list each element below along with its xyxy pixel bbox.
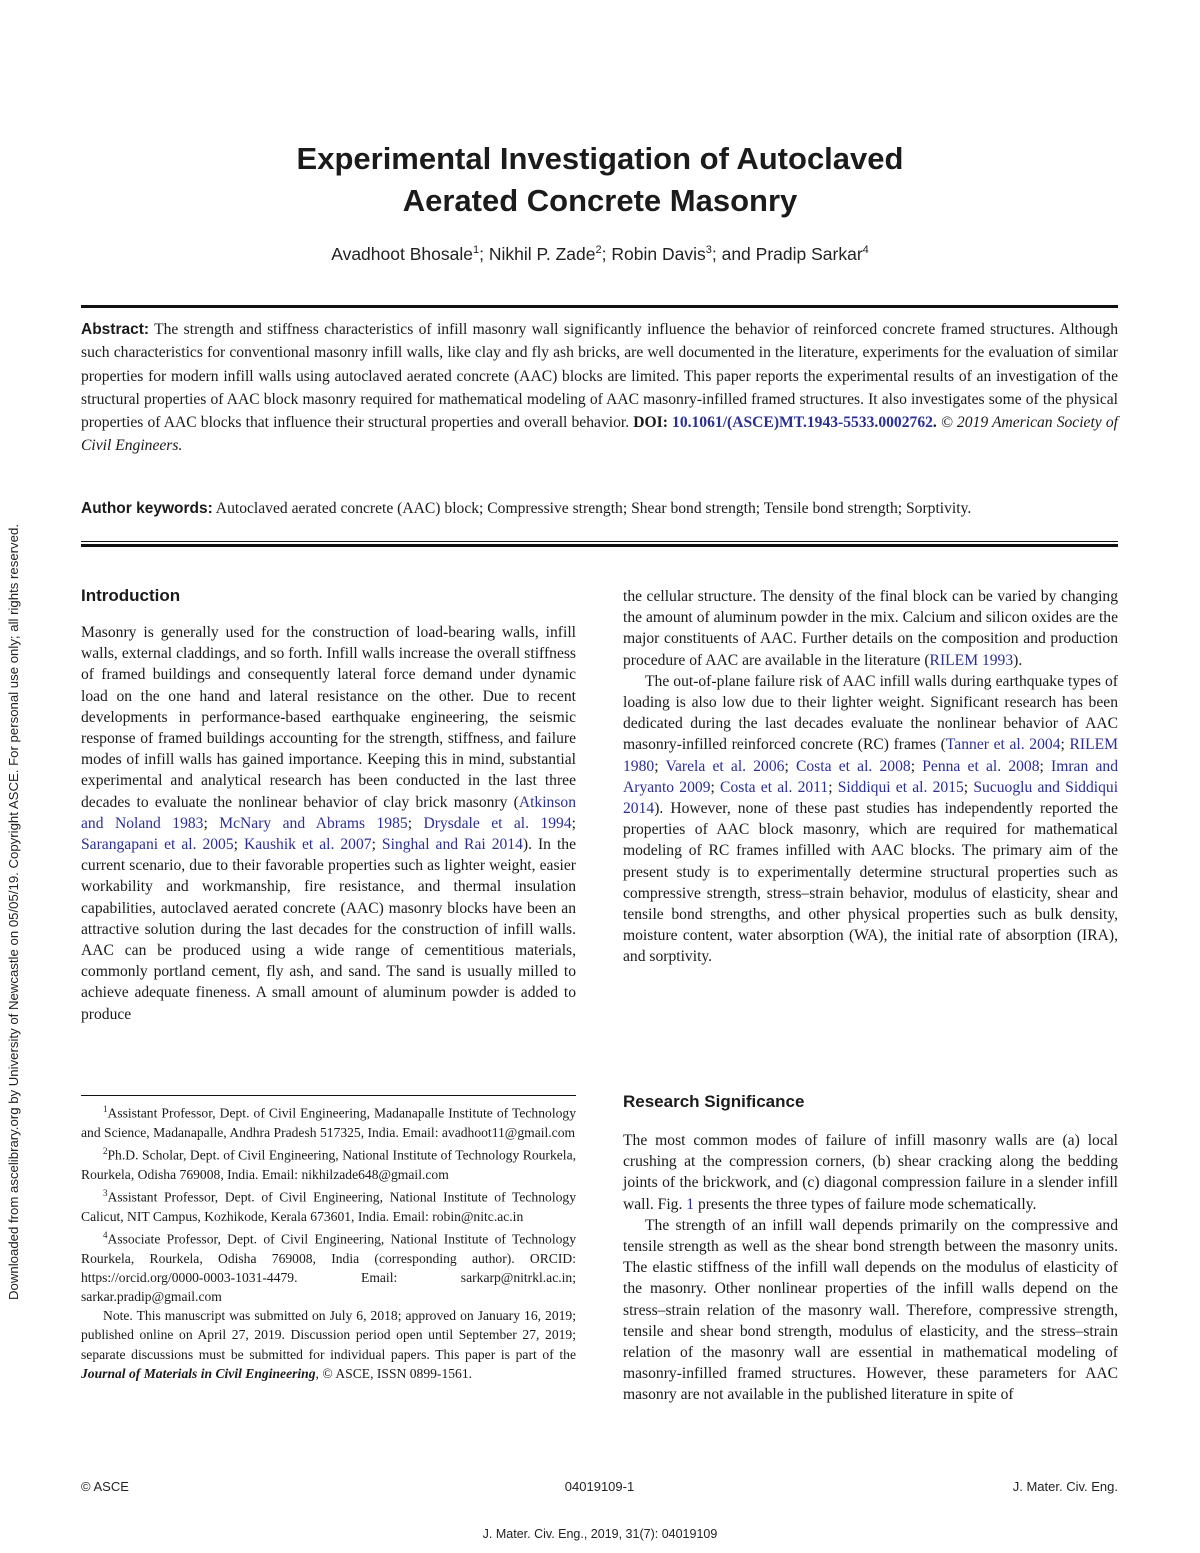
footnote-text: Ph.D. Scholar, Dept. of Civil Engineering, National Institute of Technology Rourkela, Rourkela, Odisha 769008, India. Email: nikhilzade648@gmail.com (81, 1147, 576, 1182)
citation-link[interactable]: Imran and Aryanto 2009 (623, 757, 1118, 796)
footnote-rule (81, 1095, 576, 1096)
footnote-marker: 1 (103, 1104, 108, 1114)
footnote-text: Associate Professor, Dept. of Civil Engineering, National Institute of Technology Rourkela, Rourkela, Odisha 769008, India (corresponding author). ORCID: https://orcid.org/0000-0003-1031-4479. Email: sarkarp@nitrkl.ac.in; sarkar.pradip@gmail.com (81, 1231, 576, 1304)
section-heading-research-significance: Research Significance (623, 1092, 805, 1111)
body-text: the cellular structure. The density of the final block can be varied by changing the amount of aluminum powder in the mix. Calcium and silicon oxides are the major constituents of AAC. Further details on the composition and production procedure of AAC are available in the literature ( (623, 588, 1118, 669)
keywords-rule-thick (81, 544, 1118, 547)
download-watermark: Downloaded from ascelibrary.org by University of Newcastle on 05/05/19. Copyright ASCE. For personal use only; all rights reserved. (6, 524, 21, 1300)
footnote-marker: 2 (103, 1145, 108, 1156)
body-text: ). In the current scenario, due to their favorable properties such as lighter weight, easier workability and workmanship, fire resistance, and thermal insulation capabilities, autoclaved aerated concrete (AAC) masonry blocks have been an attractive solution during the last decades for the construction of infill walls. AAC can be produced using a wide range of cementitious materials, commonly portland cement, fly ash, and sand. The sand is usually milled to achieve adequate fineness. A small amount of aluminum powder is added to produce (81, 836, 577, 1023)
author-separator: ; (479, 244, 489, 264)
author-name: Avadhoot Bhosale (331, 244, 473, 264)
citation-link[interactable]: Tanner et al. 2004 (945, 736, 1061, 754)
note-text: Note. This manuscript was submitted on July 6, 2018; approved on January 16, 2019; published online on April 27, 2019. Discussion period open until September 27, 2019; separate discussions must be submitted for individual papers. This paper is part of the (81, 1308, 576, 1362)
title-line-2: Aerated Concrete Masonry (402, 183, 798, 218)
author-name: Pradip Sarkar (755, 244, 863, 264)
intro-paragraph-1: Masonry is generally used for the construction of load-bearing walls, infill walls, external claddings, and so forth. Infill walls increase the overall stiffness of framed buildings and consequently lateral force demand under dynamic load on the one hand and lateral resistance on the other. Due to recent developments in performance-based earthquake engineering, the seismic response of framed buildings accounting for the strength, stiffness, and failure modes of infill walls has gained importance. Keeping this in mind, substantial experimental and analytical research has been conducted in the last three decades to evaluate the nonlinear behavior of clay brick masonry (Atkinson and Noland 1983; McNary and Abrams 1985; Drysdale et al. 1994; Sarangapani et al. 2005; Kaushik et al. 2007; Singhal and Rai 2014). In the current scenario, due to their favorable properties such as lighter weight, easier workability and workmanship, fire resistance, and thermal insulation capabilities, autoclaved aerated concrete (AAC) masonry blocks have been an attractive solution during the last decades for the construction of infill walls. AAC can be produced using a wide range of cementitious materials, commonly portland cement, fly ash, and sand. The sand is usually milled to achieve adequate fineness. A small amount of aluminum powder is added to produce (81, 624, 577, 1023)
citation-link[interactable]: McNary and Abrams 1985 (219, 814, 408, 832)
footer-copyright: © ASCE (81, 1479, 129, 1494)
abstract: Abstract: The strength and stiffness characteristics of infill masonry wall significantly influence the behavior of reinforced concrete framed structures. Although such characteristics for conventional masonry infill walls, like clay and fly ash bricks, are well documented in the literature, experiments for the evaluation of similar properties for modern infill walls using autoclaved aerated concrete (AAC) blocks are limited. This paper reports the experimental results of an investigation of the structural properties of AAC block masonry required for mathematical modeling of AAC masonry-infilled framed structures. It also investigates some of the physical properties of AAC blocks that influence their structural properties and overall behavior. DOI: 10.1061/(ASCE)MT.1943-5533.0002762. © 2019 American Society of Civil Engineers. (81, 321, 1118, 455)
abstract-text: The strength and stiffness characteristics of infill masonry wall significantly influence the behavior of reinforced concrete framed structures. Although such characteristics for conventional masonry infill walls, like clay and fly ash bricks, are well documented in the literature, experiments for the evaluation of similar properties for modern infill walls using autoclaved aerated concrete (AAC) blocks are limited. This paper reports the experimental results of an investigation of the structural properties of AAC block masonry required for mathematical modeling of AAC masonry-infilled framed structures. It also investigates some of the physical properties of AAC blocks that influence their structural properties and overall behavior. (81, 321, 1118, 432)
page-footer (81, 1479, 1118, 1499)
author-affiliation-marker: 3 (705, 244, 712, 257)
footnote-4 (81, 1226, 576, 1306)
note-text: , © ASCE, ISSN 0899-1561. (315, 1365, 473, 1381)
intro-paragraph-2: The out-of-plane failure risk of AAC infill walls during earthquake types of loading is also low due to their lighter weight. Significant research has been dedicated during the last decades evaluate the nonlinear behavior of AAC masonry-infilled reinforced concrete (RC) frames (Tanner et al. 2004; RILEM 1980; Varela et al. 2006; Costa et al. 2008; Penna et al. 2008; Imran and Aryanto 2009; Costa et al. 2011; Siddiqui et al. 2015; Sucuoglu and Siddiqui 2014). However, none of these past studies has independently reported the properties of AAC block masonry, which are required for mathematical modeling of RC frames infilled with AAC blocks. The primary aim of the present study is to experimentally determine structural properties such as compressive strength, stress–strain behavior, modulus of elasticity, shear and tensile bond strengths, and other physical properties such as bulk density, moisture content, water absorption (WA), the initial rate of absorption (IRA), and sorptivity. (623, 672, 1119, 966)
citation-link[interactable]: RILEM 1993 (929, 651, 1014, 669)
citation-link[interactable]: Drysdale et al. 1994 (423, 814, 572, 832)
body-text: Masonry is generally used for the construction of load-bearing walls, infill walls, external claddings, and so forth. Infill walls increase the overall stiffness of framed buildings and consequently lateral force demand under dynamic load on the one hand and lateral resistance on the other. Due to recent developments in performance-based earthquake engineering, the seismic response of framed buildings accounting for the strength, stiffness, and failure modes of infill walls has gained importance. Keeping this in mind, substantial experimental and analytical research has been conducted in the last three decades to evaluate the nonlinear behavior of clay brick masonry ( (81, 624, 576, 811)
citation-link[interactable]: RILEM 1980 (623, 736, 1119, 775)
footnote-3 (81, 1184, 576, 1226)
author-separator: ; and (711, 244, 756, 264)
author-affiliation-marker: 4 (862, 244, 869, 257)
citation-link[interactable]: Singhal and Rai 2014 (381, 836, 523, 854)
doi-label: DOI: (633, 414, 668, 432)
footnote-text: Assistant Professor, Dept. of Civil Engineering, National Institute of Technology Calicut, NIT Campus, Kozhikode, Kerala 673601, India. Email: robin@nitc.ac.in (81, 1189, 576, 1224)
citation-link[interactable]: Kaushik et al. 2007 (244, 836, 372, 854)
section-heading-introduction: Introduction (81, 586, 181, 605)
footnote-marker: 3 (103, 1187, 108, 1198)
citation-link[interactable]: Sucuoglu and Siddiqui 2014 (623, 778, 1119, 818)
citation-link[interactable]: Siddiqui et al. 2015 (837, 778, 964, 796)
author-list (0, 244, 1200, 265)
author-affiliation-marker: 1 (472, 244, 480, 257)
footer-journal-abbrev: J. Mater. Civ. Eng. (1012, 1479, 1118, 1494)
paper-title (0, 138, 1200, 222)
citation-link[interactable]: Costa et al. 2011 (720, 778, 829, 796)
copyright-notice: © 2019 American Society of Civil Engineers. (81, 414, 1118, 455)
doi-link[interactable]: 10.1061/(ASCE)MT.1943-5533.0002762 (672, 414, 933, 432)
footnote-1 (81, 1100, 576, 1142)
citation-link[interactable]: Varela et al. 2006 (665, 757, 785, 775)
title-line-1: Experimental Investigation of Autoclaved (296, 141, 904, 176)
body-text: ). (1013, 651, 1023, 669)
footnote-2 (81, 1142, 576, 1184)
journal-name: Journal of Materials in Civil Engineering (81, 1365, 316, 1381)
citation-link[interactable]: Penna et al. 2008 (922, 757, 1040, 775)
abstract-top-rule (81, 305, 1118, 308)
citation-link[interactable]: Atkinson and Noland 1983 (81, 793, 576, 832)
body-text: The out-of-plane failure risk of AAC infill walls during earthquake types of loading is also low due to their lighter weight. Significant research has been dedicated during the last decades evaluate the nonlinear behavior of AAC masonry-infilled reinforced concrete (RC) frames ( (623, 672, 1118, 754)
body-text: presents the three types of failure mode schematically. (694, 1195, 1037, 1213)
keywords-text: Autoclaved aerated concrete (AAC) block; Compressive strength; Shear bond strength; Tensile bond strength; Sorptivity. (212, 500, 972, 517)
citation-link[interactable]: Sarangapani et al. 2005 (81, 836, 234, 854)
footnotes (81, 1100, 576, 1383)
right-column-body (623, 586, 1118, 968)
author-name: Nikhil P. Zade (488, 244, 596, 264)
author-separator: ; (601, 244, 612, 264)
intro-paragraph-1-cont (623, 586, 1118, 671)
citation-link[interactable]: Costa et al. 2008 (795, 757, 911, 775)
body-text: ). However, none of these past studies has independently reported the properties of AAC block masonry, which are required for mathematical modeling of RC frames infilled with AAC blocks. The primary aim of the present study is to experimentally determine structural properties such as compressive strength, stress–strain behavior, modulus of elasticity, shear and tensile bond strengths, and other physical properties such as bulk density, moisture content, water absorption (WA), the initial rate of absorption (IRA), and sorptivity. (623, 800, 1118, 966)
body-text: The most common modes of failure of infill masonry walls are (a) local crushing at the compression corners, (b) shear cracking along the bedding joints of the brickwork, and (c) diagonal compression failure in a slender infill wall. Fig. (623, 1132, 1118, 1213)
figure-link[interactable]: 1 (686, 1195, 695, 1213)
footer-page-id: 04019109-1 (564, 1479, 635, 1494)
author-keywords (81, 497, 1118, 520)
keywords-rule-thin (81, 541, 1118, 542)
abstract-label: Abstract: (81, 321, 150, 338)
author-name: Robin Davis (611, 244, 706, 264)
footnote-marker: 4 (103, 1229, 108, 1240)
research-paragraph-1 (623, 1130, 1118, 1215)
manuscript-note (81, 1306, 576, 1383)
research-significance-body (623, 1130, 1118, 1406)
keywords-label: Author keywords: (81, 500, 213, 517)
journal-citation: J. Mater. Civ. Eng., 2019, 31(7): 04019109 (482, 1527, 718, 1541)
author-affiliation-marker: 2 (595, 244, 602, 257)
left-column-body (81, 622, 576, 1025)
footnote-text: Assistant Professor, Dept. of Civil Engineering, Madanapalle Institute of Technology and Science, Madanapalle, Andhra Pradesh 517325, India. Email: avadhoot11@gmail.com (81, 1105, 576, 1140)
research-paragraph-2: The strength of an infill wall depends primarily on the compressive and tensile strength as well as the shear bond strength between the masonry units. The elastic stiffness of the infill wall depends on the modulus of elasticity of the masonry. Other nonlinear properties of the infill walls depend on the stress–strain relation of the masonry wall. Therefore, compressive strength, tensile and shear bond strength, modulus of elasticity, and the stress–strain relation of the masonry wall are essential in mathematical modeling of masonry-infilled framed structures. However, these parameters for AAC masonry are not available in the published literature in spite of (623, 1216, 1118, 1404)
